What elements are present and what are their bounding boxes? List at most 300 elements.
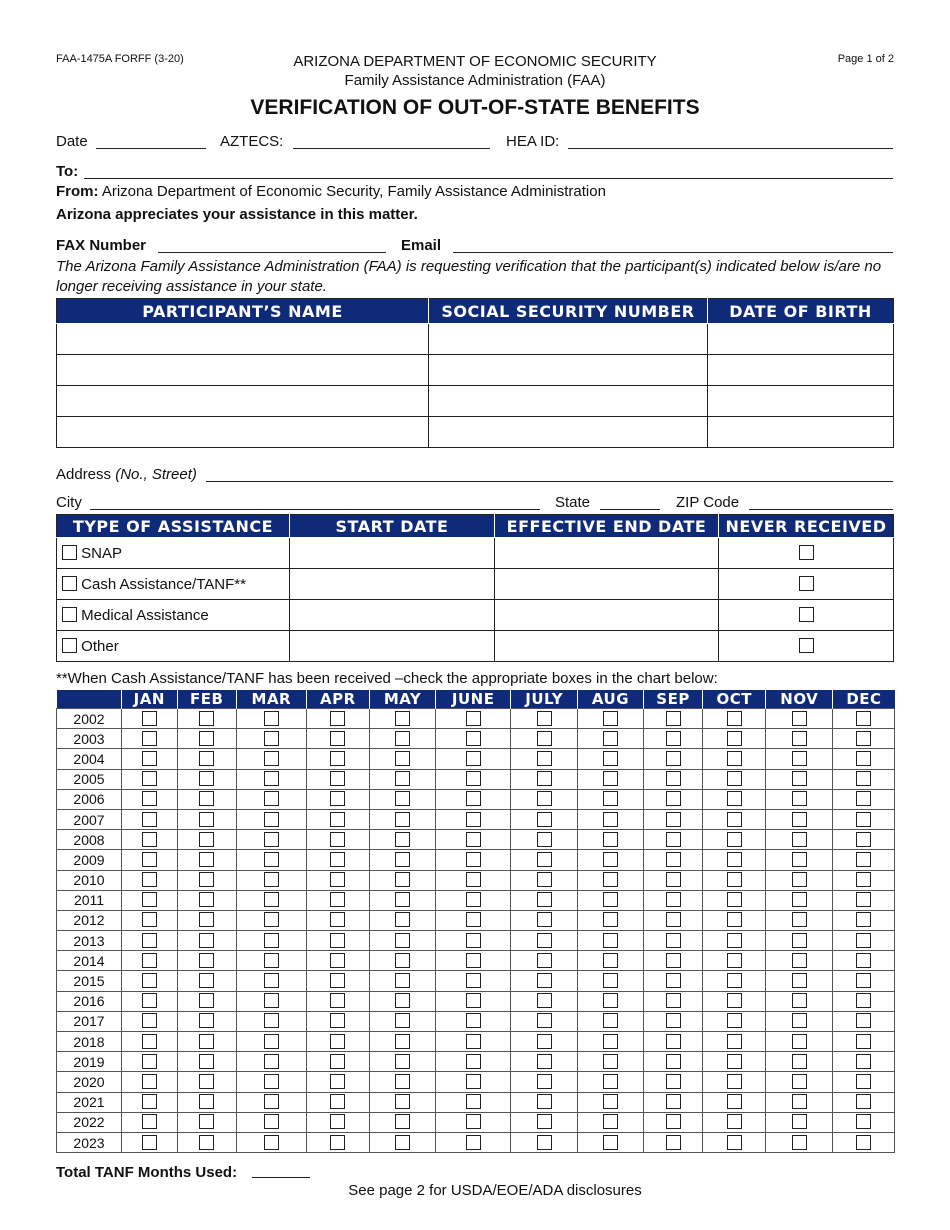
month-checkbox[interactable] — [792, 812, 807, 827]
month-checkbox[interactable] — [537, 832, 552, 847]
month-checkbox[interactable] — [603, 1034, 618, 1049]
month-checkbox[interactable] — [264, 1054, 279, 1069]
month-checkbox[interactable] — [199, 852, 214, 867]
month-checkbox[interactable] — [264, 1034, 279, 1049]
state-field[interactable] — [600, 496, 660, 510]
month-checkbox[interactable] — [537, 872, 552, 887]
month-checkbox[interactable] — [603, 933, 618, 948]
month-checkbox[interactable] — [727, 892, 742, 907]
month-checkbox[interactable] — [199, 711, 214, 726]
month-checkbox[interactable] — [727, 1013, 742, 1028]
participant-name-cell[interactable] — [57, 386, 429, 417]
month-checkbox[interactable] — [199, 1013, 214, 1028]
month-checkbox[interactable] — [395, 812, 410, 827]
month-checkbox[interactable] — [537, 812, 552, 827]
month-checkbox[interactable] — [330, 1135, 345, 1150]
month-checkbox[interactable] — [727, 912, 742, 927]
month-checkbox[interactable] — [792, 892, 807, 907]
date-field[interactable] — [96, 135, 206, 149]
month-checkbox[interactable] — [199, 812, 214, 827]
month-checkbox[interactable] — [395, 1054, 410, 1069]
month-checkbox[interactable] — [466, 872, 481, 887]
month-checkbox[interactable] — [666, 1135, 681, 1150]
city-field[interactable] — [90, 496, 540, 510]
month-checkbox[interactable] — [330, 933, 345, 948]
month-checkbox[interactable] — [792, 852, 807, 867]
month-checkbox[interactable] — [199, 751, 214, 766]
month-checkbox[interactable] — [727, 993, 742, 1008]
month-checkbox[interactable] — [792, 993, 807, 1008]
month-checkbox[interactable] — [537, 892, 552, 907]
month-checkbox[interactable] — [537, 852, 552, 867]
month-checkbox[interactable] — [142, 832, 157, 847]
dob-cell[interactable] — [708, 355, 894, 386]
month-checkbox[interactable] — [466, 1013, 481, 1028]
end-date-cell[interactable] — [495, 538, 719, 569]
month-checkbox[interactable] — [856, 892, 871, 907]
month-checkbox[interactable] — [330, 993, 345, 1008]
month-checkbox[interactable] — [199, 832, 214, 847]
month-checkbox[interactable] — [666, 1054, 681, 1069]
month-checkbox[interactable] — [727, 1054, 742, 1069]
month-checkbox[interactable] — [264, 731, 279, 746]
month-checkbox[interactable] — [264, 912, 279, 927]
month-checkbox[interactable] — [264, 953, 279, 968]
month-checkbox[interactable] — [666, 731, 681, 746]
aztecs-field[interactable] — [293, 135, 490, 149]
never-received-checkbox[interactable] — [799, 545, 814, 560]
month-checkbox[interactable] — [466, 953, 481, 968]
month-checkbox[interactable] — [142, 872, 157, 887]
end-date-cell[interactable] — [495, 600, 719, 631]
month-checkbox[interactable] — [466, 912, 481, 927]
month-checkbox[interactable] — [792, 791, 807, 806]
month-checkbox[interactable] — [792, 973, 807, 988]
participant-name-cell[interactable] — [57, 324, 429, 355]
month-checkbox[interactable] — [466, 892, 481, 907]
month-checkbox[interactable] — [330, 731, 345, 746]
month-checkbox[interactable] — [330, 1054, 345, 1069]
month-checkbox[interactable] — [466, 1094, 481, 1109]
month-checkbox[interactable] — [330, 953, 345, 968]
month-checkbox[interactable] — [395, 1094, 410, 1109]
medical-checkbox[interactable] — [62, 607, 77, 622]
month-checkbox[interactable] — [537, 1094, 552, 1109]
month-checkbox[interactable] — [395, 1034, 410, 1049]
month-checkbox[interactable] — [537, 751, 552, 766]
never-received-checkbox[interactable] — [799, 576, 814, 591]
month-checkbox[interactable] — [856, 1074, 871, 1089]
month-checkbox[interactable] — [666, 812, 681, 827]
month-checkbox[interactable] — [395, 892, 410, 907]
month-checkbox[interactable] — [603, 711, 618, 726]
month-checkbox[interactable] — [727, 791, 742, 806]
month-checkbox[interactable] — [537, 771, 552, 786]
month-checkbox[interactable] — [142, 1074, 157, 1089]
month-checkbox[interactable] — [142, 1054, 157, 1069]
month-checkbox[interactable] — [603, 973, 618, 988]
other-checkbox[interactable] — [62, 638, 77, 653]
month-checkbox[interactable] — [330, 812, 345, 827]
month-checkbox[interactable] — [727, 832, 742, 847]
month-checkbox[interactable] — [537, 791, 552, 806]
month-checkbox[interactable] — [330, 1074, 345, 1089]
month-checkbox[interactable] — [856, 791, 871, 806]
month-checkbox[interactable] — [856, 1013, 871, 1028]
month-checkbox[interactable] — [466, 933, 481, 948]
month-checkbox[interactable] — [603, 751, 618, 766]
month-checkbox[interactable] — [727, 953, 742, 968]
month-checkbox[interactable] — [856, 912, 871, 927]
month-checkbox[interactable] — [727, 1114, 742, 1129]
month-checkbox[interactable] — [395, 933, 410, 948]
month-checkbox[interactable] — [603, 912, 618, 927]
month-checkbox[interactable] — [603, 731, 618, 746]
month-checkbox[interactable] — [395, 1074, 410, 1089]
month-checkbox[interactable] — [264, 1094, 279, 1109]
month-checkbox[interactable] — [142, 892, 157, 907]
month-checkbox[interactable] — [264, 933, 279, 948]
month-checkbox[interactable] — [603, 1013, 618, 1028]
month-checkbox[interactable] — [142, 1114, 157, 1129]
month-checkbox[interactable] — [142, 771, 157, 786]
month-checkbox[interactable] — [856, 832, 871, 847]
month-checkbox[interactable] — [603, 1074, 618, 1089]
month-checkbox[interactable] — [466, 1114, 481, 1129]
month-checkbox[interactable] — [727, 1094, 742, 1109]
month-checkbox[interactable] — [537, 731, 552, 746]
month-checkbox[interactable] — [264, 1114, 279, 1129]
month-checkbox[interactable] — [537, 912, 552, 927]
month-checkbox[interactable] — [142, 953, 157, 968]
tanf-checkbox[interactable] — [62, 576, 77, 591]
month-checkbox[interactable] — [856, 1054, 871, 1069]
month-checkbox[interactable] — [395, 912, 410, 927]
month-checkbox[interactable] — [792, 1074, 807, 1089]
month-checkbox[interactable] — [395, 953, 410, 968]
month-checkbox[interactable] — [466, 973, 481, 988]
month-checkbox[interactable] — [264, 993, 279, 1008]
month-checkbox[interactable] — [727, 973, 742, 988]
month-checkbox[interactable] — [792, 1013, 807, 1028]
month-checkbox[interactable] — [142, 751, 157, 766]
month-checkbox[interactable] — [603, 892, 618, 907]
month-checkbox[interactable] — [537, 1135, 552, 1150]
month-checkbox[interactable] — [856, 731, 871, 746]
month-checkbox[interactable] — [537, 953, 552, 968]
end-date-cell[interactable] — [495, 569, 719, 600]
month-checkbox[interactable] — [142, 731, 157, 746]
month-checkbox[interactable] — [142, 812, 157, 827]
hea-id-field[interactable] — [568, 135, 893, 149]
month-checkbox[interactable] — [466, 993, 481, 1008]
month-checkbox[interactable] — [330, 912, 345, 927]
month-checkbox[interactable] — [856, 771, 871, 786]
month-checkbox[interactable] — [603, 953, 618, 968]
month-checkbox[interactable] — [330, 973, 345, 988]
month-checkbox[interactable] — [792, 912, 807, 927]
month-checkbox[interactable] — [727, 812, 742, 827]
month-checkbox[interactable] — [666, 1074, 681, 1089]
month-checkbox[interactable] — [330, 872, 345, 887]
month-checkbox[interactable] — [856, 933, 871, 948]
month-checkbox[interactable] — [792, 751, 807, 766]
month-checkbox[interactable] — [727, 1074, 742, 1089]
month-checkbox[interactable] — [330, 1034, 345, 1049]
month-checkbox[interactable] — [330, 852, 345, 867]
month-checkbox[interactable] — [264, 872, 279, 887]
start-date-cell[interactable] — [290, 600, 495, 631]
month-checkbox[interactable] — [603, 1135, 618, 1150]
month-checkbox[interactable] — [395, 973, 410, 988]
month-checkbox[interactable] — [666, 852, 681, 867]
month-checkbox[interactable] — [199, 1054, 214, 1069]
month-checkbox[interactable] — [727, 771, 742, 786]
to-field[interactable] — [84, 165, 893, 179]
participant-name-cell[interactable] — [57, 417, 429, 448]
month-checkbox[interactable] — [199, 731, 214, 746]
month-checkbox[interactable] — [792, 872, 807, 887]
month-checkbox[interactable] — [856, 1034, 871, 1049]
month-checkbox[interactable] — [466, 832, 481, 847]
month-checkbox[interactable] — [142, 912, 157, 927]
month-checkbox[interactable] — [666, 711, 681, 726]
never-received-checkbox[interactable] — [799, 607, 814, 622]
month-checkbox[interactable] — [264, 852, 279, 867]
email-field[interactable] — [453, 239, 893, 253]
month-checkbox[interactable] — [199, 771, 214, 786]
month-checkbox[interactable] — [199, 953, 214, 968]
month-checkbox[interactable] — [666, 791, 681, 806]
month-checkbox[interactable] — [395, 751, 410, 766]
dob-cell[interactable] — [708, 417, 894, 448]
month-checkbox[interactable] — [142, 1135, 157, 1150]
month-checkbox[interactable] — [264, 751, 279, 766]
month-checkbox[interactable] — [792, 771, 807, 786]
month-checkbox[interactable] — [330, 1094, 345, 1109]
month-checkbox[interactable] — [466, 791, 481, 806]
month-checkbox[interactable] — [330, 1114, 345, 1129]
month-checkbox[interactable] — [330, 751, 345, 766]
month-checkbox[interactable] — [537, 1074, 552, 1089]
never-received-checkbox[interactable] — [799, 638, 814, 653]
month-checkbox[interactable] — [603, 1094, 618, 1109]
month-checkbox[interactable] — [142, 791, 157, 806]
month-checkbox[interactable] — [466, 731, 481, 746]
month-checkbox[interactable] — [330, 791, 345, 806]
month-checkbox[interactable] — [792, 1094, 807, 1109]
ssn-cell[interactable] — [429, 386, 708, 417]
dob-cell[interactable] — [708, 324, 894, 355]
month-checkbox[interactable] — [330, 711, 345, 726]
month-checkbox[interactable] — [142, 852, 157, 867]
ssn-cell[interactable] — [429, 324, 708, 355]
month-checkbox[interactable] — [466, 1034, 481, 1049]
month-checkbox[interactable] — [395, 1114, 410, 1129]
ssn-cell[interactable] — [429, 417, 708, 448]
month-checkbox[interactable] — [199, 912, 214, 927]
start-date-cell[interactable] — [290, 538, 495, 569]
month-checkbox[interactable] — [199, 973, 214, 988]
month-checkbox[interactable] — [142, 993, 157, 1008]
start-date-cell[interactable] — [290, 631, 495, 662]
month-checkbox[interactable] — [856, 1094, 871, 1109]
month-checkbox[interactable] — [727, 751, 742, 766]
month-checkbox[interactable] — [856, 872, 871, 887]
address-field[interactable] — [206, 468, 893, 482]
month-checkbox[interactable] — [466, 812, 481, 827]
month-checkbox[interactable] — [727, 852, 742, 867]
month-checkbox[interactable] — [603, 993, 618, 1008]
month-checkbox[interactable] — [264, 1013, 279, 1028]
month-checkbox[interactable] — [466, 852, 481, 867]
month-checkbox[interactable] — [142, 711, 157, 726]
month-checkbox[interactable] — [603, 771, 618, 786]
month-checkbox[interactable] — [603, 791, 618, 806]
month-checkbox[interactable] — [792, 731, 807, 746]
month-checkbox[interactable] — [603, 812, 618, 827]
month-checkbox[interactable] — [395, 791, 410, 806]
month-checkbox[interactable] — [792, 1034, 807, 1049]
participant-name-cell[interactable] — [57, 355, 429, 386]
month-checkbox[interactable] — [856, 852, 871, 867]
month-checkbox[interactable] — [856, 711, 871, 726]
month-checkbox[interactable] — [792, 1054, 807, 1069]
month-checkbox[interactable] — [603, 872, 618, 887]
month-checkbox[interactable] — [666, 973, 681, 988]
month-checkbox[interactable] — [395, 1135, 410, 1150]
month-checkbox[interactable] — [466, 771, 481, 786]
month-checkbox[interactable] — [666, 1114, 681, 1129]
month-checkbox[interactable] — [264, 711, 279, 726]
month-checkbox[interactable] — [727, 1034, 742, 1049]
month-checkbox[interactable] — [603, 852, 618, 867]
month-checkbox[interactable] — [727, 711, 742, 726]
month-checkbox[interactable] — [264, 812, 279, 827]
month-checkbox[interactable] — [466, 711, 481, 726]
month-checkbox[interactable] — [727, 933, 742, 948]
month-checkbox[interactable] — [537, 973, 552, 988]
month-checkbox[interactable] — [537, 1034, 552, 1049]
month-checkbox[interactable] — [466, 1054, 481, 1069]
month-checkbox[interactable] — [199, 1114, 214, 1129]
month-checkbox[interactable] — [856, 1135, 871, 1150]
start-date-cell[interactable] — [290, 569, 495, 600]
end-date-cell[interactable] — [495, 631, 719, 662]
month-checkbox[interactable] — [395, 852, 410, 867]
month-checkbox[interactable] — [199, 872, 214, 887]
month-checkbox[interactable] — [666, 933, 681, 948]
month-checkbox[interactable] — [666, 892, 681, 907]
month-checkbox[interactable] — [330, 1013, 345, 1028]
month-checkbox[interactable] — [666, 872, 681, 887]
month-checkbox[interactable] — [537, 993, 552, 1008]
month-checkbox[interactable] — [199, 933, 214, 948]
month-checkbox[interactable] — [856, 751, 871, 766]
zip-field[interactable] — [749, 496, 893, 510]
month-checkbox[interactable] — [264, 1074, 279, 1089]
month-checkbox[interactable] — [727, 872, 742, 887]
month-checkbox[interactable] — [792, 953, 807, 968]
month-checkbox[interactable] — [199, 993, 214, 1008]
fax-field[interactable] — [158, 239, 386, 253]
month-checkbox[interactable] — [792, 832, 807, 847]
month-checkbox[interactable] — [264, 832, 279, 847]
month-checkbox[interactable] — [792, 1114, 807, 1129]
month-checkbox[interactable] — [466, 1135, 481, 1150]
month-checkbox[interactable] — [537, 1114, 552, 1129]
month-checkbox[interactable] — [330, 832, 345, 847]
month-checkbox[interactable] — [264, 1135, 279, 1150]
month-checkbox[interactable] — [395, 1013, 410, 1028]
month-checkbox[interactable] — [856, 973, 871, 988]
month-checkbox[interactable] — [395, 993, 410, 1008]
month-checkbox[interactable] — [666, 1034, 681, 1049]
month-checkbox[interactable] — [142, 1013, 157, 1028]
month-checkbox[interactable] — [395, 872, 410, 887]
month-checkbox[interactable] — [666, 953, 681, 968]
month-checkbox[interactable] — [395, 731, 410, 746]
month-checkbox[interactable] — [666, 832, 681, 847]
month-checkbox[interactable] — [466, 751, 481, 766]
month-checkbox[interactable] — [537, 1054, 552, 1069]
month-checkbox[interactable] — [603, 1114, 618, 1129]
month-checkbox[interactable] — [603, 832, 618, 847]
month-checkbox[interactable] — [199, 892, 214, 907]
month-checkbox[interactable] — [395, 711, 410, 726]
month-checkbox[interactable] — [199, 1094, 214, 1109]
month-checkbox[interactable] — [666, 771, 681, 786]
month-checkbox[interactable] — [792, 711, 807, 726]
month-checkbox[interactable] — [264, 791, 279, 806]
month-checkbox[interactable] — [537, 711, 552, 726]
month-checkbox[interactable] — [142, 973, 157, 988]
month-checkbox[interactable] — [330, 892, 345, 907]
month-checkbox[interactable] — [856, 1114, 871, 1129]
month-checkbox[interactable] — [666, 993, 681, 1008]
month-checkbox[interactable] — [603, 1054, 618, 1069]
total-tanf-field[interactable] — [252, 1164, 310, 1178]
month-checkbox[interactable] — [666, 1013, 681, 1028]
month-checkbox[interactable] — [727, 731, 742, 746]
month-checkbox[interactable] — [792, 1135, 807, 1150]
ssn-cell[interactable] — [429, 355, 708, 386]
month-checkbox[interactable] — [395, 832, 410, 847]
month-checkbox[interactable] — [727, 1135, 742, 1150]
month-checkbox[interactable] — [792, 933, 807, 948]
month-checkbox[interactable] — [142, 1034, 157, 1049]
month-checkbox[interactable] — [466, 1074, 481, 1089]
month-checkbox[interactable] — [199, 1135, 214, 1150]
month-checkbox[interactable] — [142, 933, 157, 948]
month-checkbox[interactable] — [264, 892, 279, 907]
month-checkbox[interactable] — [856, 993, 871, 1008]
month-checkbox[interactable] — [537, 933, 552, 948]
month-checkbox[interactable] — [666, 751, 681, 766]
dob-cell[interactable] — [708, 386, 894, 417]
month-checkbox[interactable] — [666, 1094, 681, 1109]
month-checkbox[interactable] — [856, 953, 871, 968]
month-checkbox[interactable] — [666, 912, 681, 927]
month-checkbox[interactable] — [199, 1034, 214, 1049]
month-checkbox[interactable] — [330, 771, 345, 786]
month-checkbox[interactable] — [856, 812, 871, 827]
snap-checkbox[interactable] — [62, 545, 77, 560]
month-checkbox[interactable] — [264, 771, 279, 786]
month-checkbox[interactable] — [199, 791, 214, 806]
month-checkbox[interactable] — [395, 771, 410, 786]
month-checkbox[interactable] — [537, 1013, 552, 1028]
